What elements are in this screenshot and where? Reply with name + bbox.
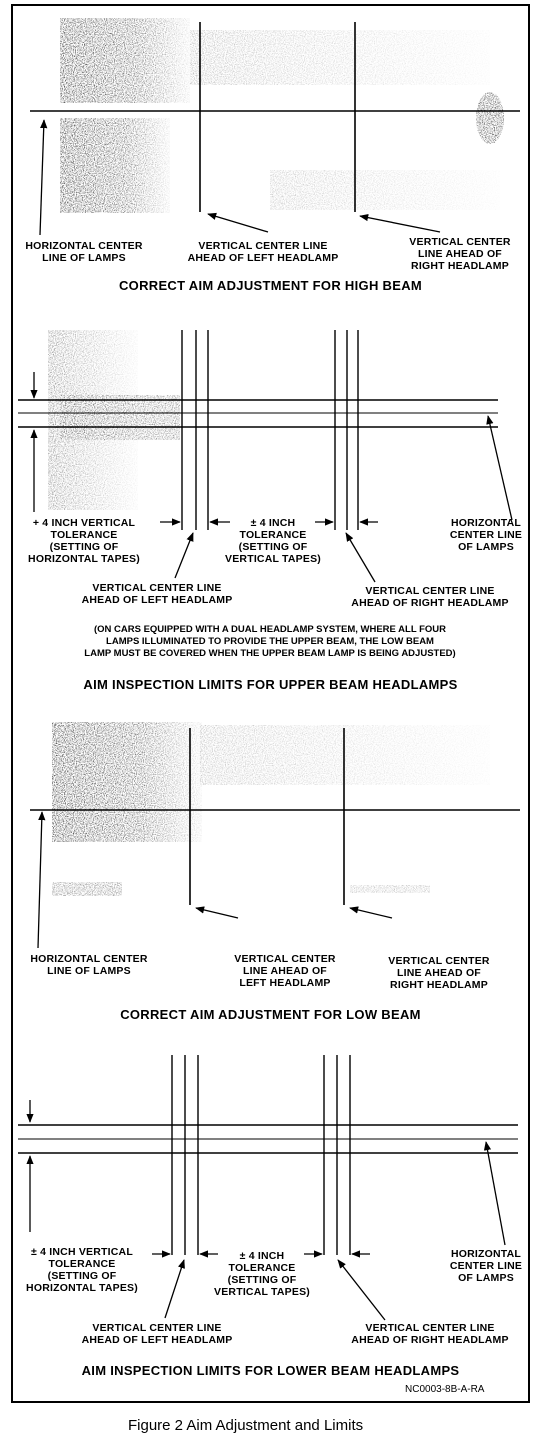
figure-code: NC0003-8B-A-RA <box>405 1384 485 1395</box>
hb-left-vertical-label: VERTICAL CENTER LINE AHEAD OF LEFT HEADLAMP <box>187 240 339 264</box>
ub-right-vertical-label: VERTICAL CENTER LINE AHEAD OF RIGHT HEADLAMP <box>351 585 509 609</box>
lb-horizontal-label: HORIZONTAL CENTER LINE OF LAMPS <box>30 953 148 977</box>
ub-left-vertical-label: VERTICAL CENTER LINE AHEAD OF LEFT HEADLAMP <box>81 582 233 606</box>
ub-dual-headlamp-note: (ON CARS EQUIPPED WITH A DUAL HEADLAMP SYSTEM, WHERE ALL FOUR LAMPS ILLUMINATED TO PROVIDE THE UPPER BEAM, THE LOW BEAM LAMP MUST BE COVERED WHEN THE UPPER BEAM LAMP IS BEING ADJUSTED) <box>84 624 456 659</box>
ub-vertical-tol-label: + 4 INCH VERTICAL TOLERANCE (SETTING OF HORIZONTAL TAPES) <box>28 517 140 565</box>
hb-title: CORRECT AIM ADJUSTMENT FOR HIGH BEAM <box>118 278 423 293</box>
lw-horizontal-tol-label: ± 4 INCH TOLERANCE (SETTING OF VERTICAL TAPES) <box>214 1250 310 1298</box>
lb-title: CORRECT AIM ADJUSTMENT FOR LOW BEAM <box>120 1007 421 1022</box>
lw-vertical-tol-label: ± 4 INCH VERTICAL TOLERANCE (SETTING OF HORIZONTAL TAPES) <box>26 1246 138 1294</box>
ub-horizontal-tol-label: ± 4 INCH TOLERANCE (SETTING OF VERTICAL TAPES) <box>225 517 321 565</box>
lw-title: AIM INSPECTION LIMITS FOR LOWER BEAM HEADLAMPS <box>81 1363 460 1378</box>
hb-right-vertical-label: VERTICAL CENTER LINE AHEAD OF RIGHT HEADLAMP <box>409 236 511 272</box>
low-beam-panel <box>30 722 520 948</box>
high-beam-panel <box>30 18 520 235</box>
lw-left-vertical-label: VERTICAL CENTER LINE AHEAD OF LEFT HEADLAMP <box>81 1322 233 1346</box>
figure-caption: Figure 2 Aim Adjustment and Limits <box>128 1417 364 1434</box>
ub-horizontal-label: HORIZONTAL CENTER LINE OF LAMPS <box>449 517 523 553</box>
lb-left-vertical-label: VERTICAL CENTER LINE AHEAD OF LEFT HEADLAMP <box>234 953 336 989</box>
lb-right-vertical-label: VERTICAL CENTER LINE AHEAD OF RIGHT HEADLAMP <box>388 955 490 991</box>
hb-horizontal-label: HORIZONTAL CENTER LINE OF LAMPS <box>25 240 143 264</box>
lw-horizontal-label: HORIZONTAL CENTER LINE OF LAMPS <box>449 1248 523 1284</box>
lw-right-vertical-label: VERTICAL CENTER LINE AHEAD OF RIGHT HEADLAMP <box>351 1322 509 1346</box>
ub-title: AIM INSPECTION LIMITS FOR UPPER BEAM HEADLAMPS <box>83 677 458 692</box>
